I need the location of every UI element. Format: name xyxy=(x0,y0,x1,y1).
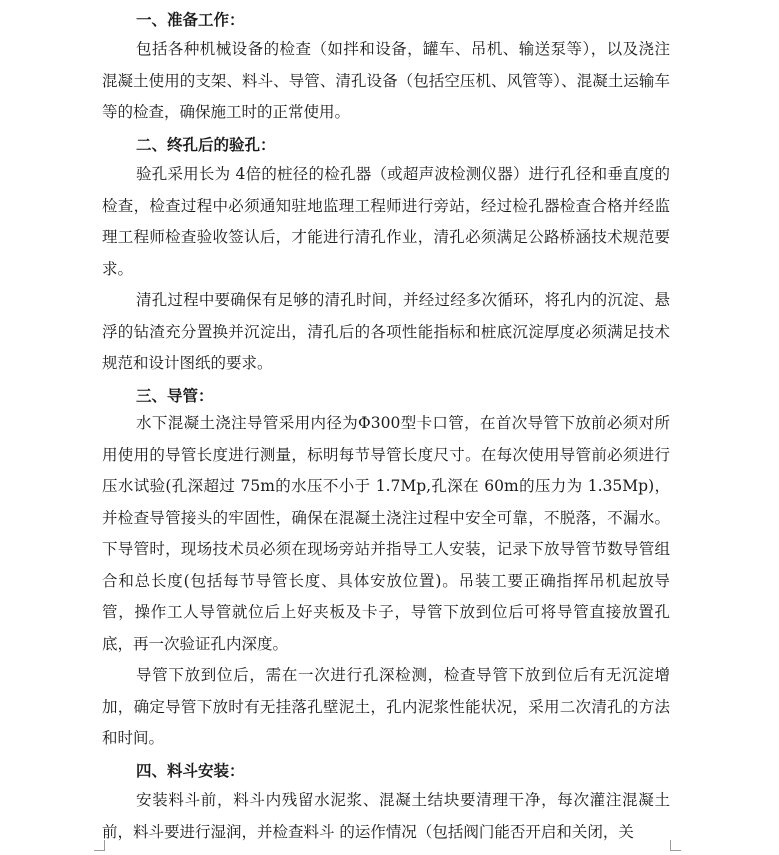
heading-hole-inspection: 二、终孔后的验孔： xyxy=(136,136,276,154)
heading-preparation: 一、准备工作： xyxy=(136,11,245,29)
paragraph-hole-inspection-1: 验孔采用长为 4倍的桩径的检孔器（或超声波检测仪器）进行孔径和垂直度的检查，检查过程中必须通知驻地监理工程师进行旁站，经过检孔器检查合格并经监理工程师检查验收签认后，才能进行清孔作业，清孔必须满足公路桥涵技术规范要求。 xyxy=(102,165,670,278)
page-margin-corner-right xyxy=(670,840,681,851)
page-margin-corner-left xyxy=(94,840,105,851)
heading-conduit: 三、导管： xyxy=(136,387,214,405)
paragraph-hole-inspection-2: 清孔过程中要确保有足够的清孔时间，并经过经多次循环，将孔内的沉淀、悬浮的钻渣充分置换并沉淀出，清孔后的各项性能指标和桩底沉淀厚度必须满足技术规范和设计图纸的要求。 xyxy=(102,291,670,372)
paragraph-hopper-install: 安装料斗前，料斗内残留水泥浆、混凝土结块要清理干净，每次灌注混凝土前，料斗要进行湿润，并检查料斗 的运作情况（包括阀门能否开启和关闭，关 xyxy=(102,791,670,841)
heading-hopper-install: 四、料斗安装： xyxy=(136,762,245,780)
paragraph-conduit-2: 导管下放到位后，需在一次进行孔深检测，检查导管下放到位后有无沉淀增加，确定导管下放时有无挂落孔壁泥土，孔内泥浆性能状况，采用二次清孔的方法和时间。 xyxy=(102,666,670,747)
paragraph-conduit-1: 水下混凝土浇注导管采用内径为Φ300型卡口管，在首次导管下放前必须对所用使用的导管长度进行测量，标明每节导管长度尺寸。在每次使用导管前必须进行压水试验(孔深超过 75m的水压不小于 1.7Mp,孔深在 60m的压力为 1.35Mp)，并检查导管接头的牢固性，确保在混凝土浇注过程中安全可靠，不脱落，不漏水。下导管时，现场技术员必须在现场旁站并指导工人安装，记录下放导管节数导管组合和总长度(包括每节导管长度、具体安放位置)。吊装工要正确指挥吊机起放导管，操作工人导管就位后上好夹板及卡子，导管下放到位后可将导管直接放置孔底，再一次验证孔内深度。 xyxy=(102,414,670,653)
paragraph-preparation: 包括各种机械设备的检查（如拌和设备，罐车、吊机、输送泵等），以及浇注混凝土使用的支架、料斗、导管、清孔设备（包括空压机、风管等）、混凝土运输车等的检查，确保施工时的正常使用。 xyxy=(102,40,670,121)
